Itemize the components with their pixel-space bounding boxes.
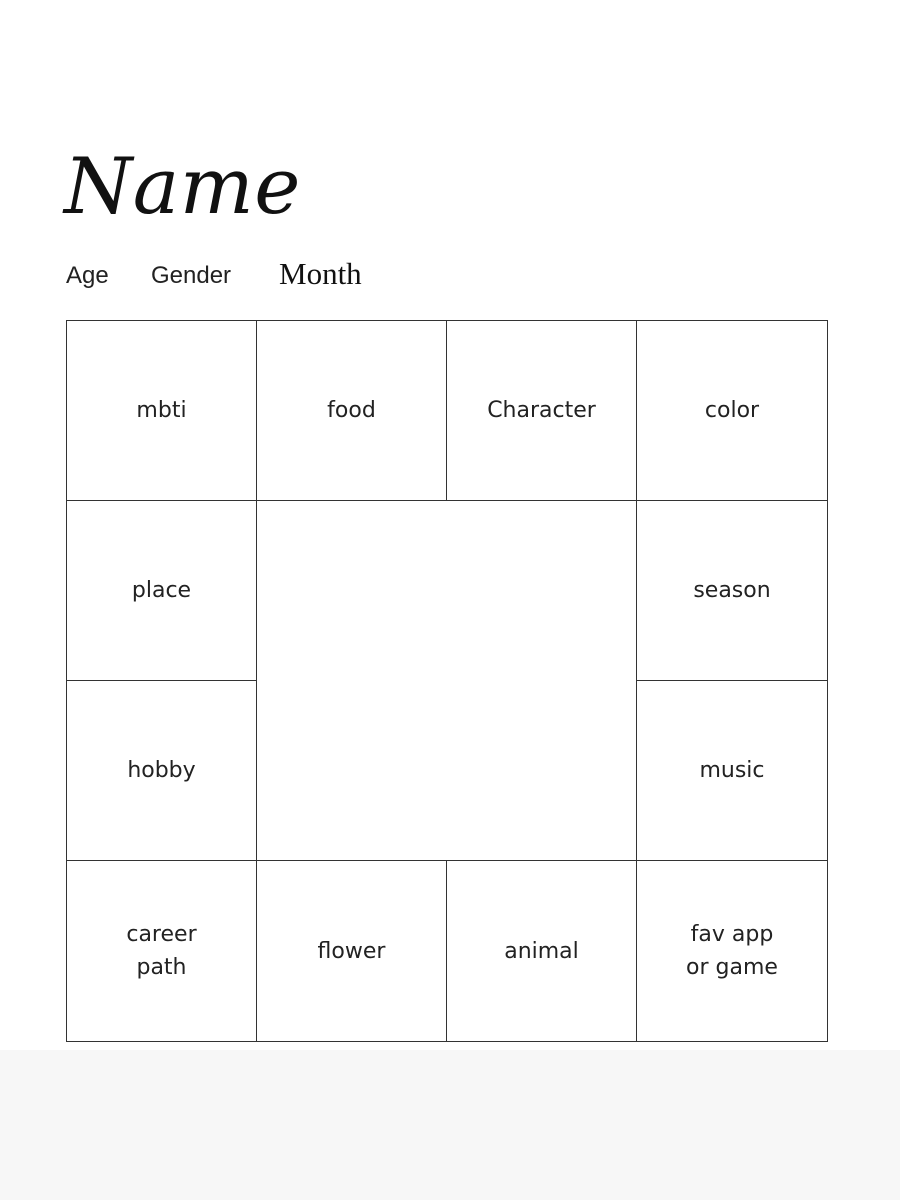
cell-season	[636, 500, 828, 681]
cell-fav-app-or-game	[636, 860, 828, 1042]
cell-label: career path	[126, 922, 197, 980]
cell-place	[66, 500, 257, 681]
cell-label: animal	[504, 938, 579, 964]
cell-label: flower	[317, 938, 386, 964]
cell-food	[256, 320, 447, 501]
cell-label: music	[699, 758, 765, 783]
cell-label: mbti	[136, 398, 187, 423]
cell-character	[446, 320, 637, 501]
cell-label: color	[704, 398, 760, 423]
cell-music	[636, 680, 828, 861]
profile-grid	[66, 320, 828, 1042]
cell-label: Character	[487, 398, 596, 423]
cell-label: fav app or game	[686, 922, 778, 980]
footer-band	[0, 1050, 900, 1200]
cell-label: place	[131, 578, 192, 603]
cell-flower	[256, 860, 447, 1042]
cell-label: season	[693, 578, 771, 603]
age-label: Age	[66, 262, 109, 289]
cell-career-path	[66, 860, 257, 1042]
page-title: Name	[64, 142, 301, 232]
month-label: Month	[279, 256, 362, 291]
center-photo-area	[256, 500, 637, 861]
cell-animal	[446, 860, 637, 1042]
cell-hobby	[66, 680, 257, 861]
gender-label: Gender	[151, 262, 232, 289]
cell-color	[636, 320, 828, 501]
cell-label: food	[327, 398, 376, 423]
cell-label: hobby	[127, 758, 196, 783]
cell-mbti	[66, 320, 257, 501]
